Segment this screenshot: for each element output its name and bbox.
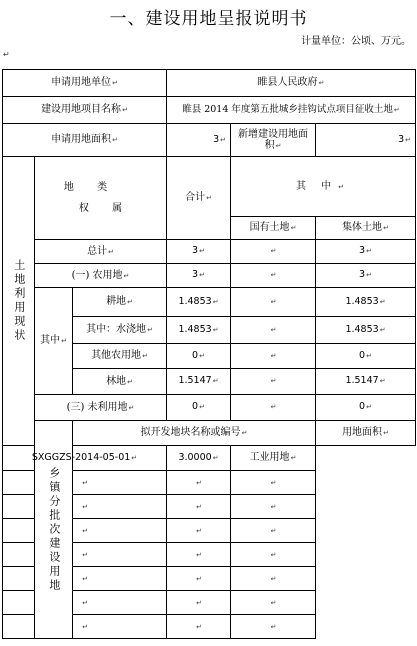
batch-use-cell (231, 495, 316, 519)
paragraph-mark: ↵ (290, 224, 297, 233)
unused-label-cell (35, 395, 167, 421)
paragraph-mark: ↵ (212, 453, 219, 462)
paragraph-mark: ↵ (379, 297, 386, 306)
total-sum-cell (167, 240, 231, 264)
arable-label-cell (73, 288, 167, 317)
corner-line-1: 地 类 (63, 181, 118, 193)
area-value: 3 (213, 133, 220, 145)
paragraph-mark: ↵ (61, 337, 67, 346)
batch-use-cell (231, 519, 316, 543)
batch-col-name: 拟开发地块名称或编号 (140, 427, 241, 439)
total-label-cell (167, 157, 231, 240)
agri-state-cell (231, 264, 316, 288)
arable-state-cell (231, 288, 316, 317)
paragraph-mark: ↵ (270, 247, 277, 256)
paragraph-mark: ↵ (220, 135, 226, 144)
among-label: 其 中 (295, 180, 338, 192)
paragraph-mark: ↵ (196, 550, 202, 559)
agri-row (3, 264, 416, 288)
arable-collective: 1.4853 (345, 295, 379, 307)
paragraph-mark: ↵ (196, 598, 202, 607)
corner-line-2: 权 属 (78, 203, 133, 214)
paragraph-mark: ↵ (366, 271, 372, 280)
batch-row (3, 543, 416, 567)
unused-sum: 0 (192, 401, 199, 413)
arable-sum: 1.4853 (178, 295, 212, 307)
arable-collective-cell (316, 288, 416, 317)
paragraph-mark: ↵ (112, 79, 118, 88)
total-row-label-cell (35, 240, 167, 264)
batch-area-cell (167, 446, 231, 471)
agri-collective-cell (316, 264, 416, 288)
arable-row (3, 288, 416, 317)
forest-collective-cell (316, 369, 416, 395)
batch-area-cell (167, 519, 231, 543)
paragraph-mark: ↵ (122, 106, 128, 115)
area-value-cell (167, 124, 231, 157)
total-sum: 3 (192, 245, 199, 257)
batch-name-cell (3, 591, 167, 615)
project-label-cell (3, 97, 167, 124)
paragraph-mark: ↵ (199, 271, 205, 280)
batch-row (3, 567, 416, 591)
paragraph-mark: ↵ (142, 352, 148, 361)
paragraph-mark: ↵ (270, 598, 277, 607)
paragraph-mark: ↵ (393, 105, 400, 114)
arable-sum-cell (167, 288, 231, 317)
irrigated-state-cell (231, 317, 316, 344)
new-area-label-cell (231, 124, 316, 157)
batch-row (3, 591, 416, 615)
total-state-cell (231, 240, 316, 264)
paragraph-mark: ↵ (212, 377, 219, 386)
paragraph-mark: ↵ (212, 325, 219, 334)
batch-col-area: 用地面积 (342, 427, 383, 439)
batch-row (3, 446, 416, 471)
unused-collective: 0 (359, 401, 366, 413)
total-row (3, 240, 416, 264)
status-corner-cell (35, 157, 167, 240)
unused-sum-cell (167, 395, 231, 421)
paragraph-mark: ↵ (270, 526, 277, 535)
batch-use-cell (231, 446, 316, 471)
paragraph-mark: ↵ (275, 142, 282, 150)
land-report-table (2, 69, 416, 639)
forest-label-cell (73, 369, 167, 395)
other-agri-label-cell (73, 344, 167, 369)
area-row (3, 124, 416, 157)
new-area-label: 新增建设用地面积 (238, 128, 308, 151)
other-agri-collective: 0 (359, 349, 366, 361)
paragraph-mark: ↵ (383, 224, 389, 233)
paragraph-mark: ↵ (383, 429, 389, 438)
area-label: 申请用地面积 (51, 134, 112, 146)
collective-label-cell (316, 217, 416, 240)
batch-use-cell (231, 615, 316, 639)
paragraph-mark: ↵ (206, 194, 212, 203)
irrigated-label-cell (73, 317, 167, 344)
batch-use-cell (231, 591, 316, 615)
paragraph-mark: ↵ (270, 502, 277, 511)
agri-sum-cell (167, 264, 231, 288)
arable-label: 耕地 (106, 296, 127, 308)
forest-sum: 1.5147 (178, 375, 212, 387)
forest-collective: 1.5147 (345, 375, 379, 387)
irrigated-sum-cell (167, 317, 231, 344)
paragraph-mark: ↵ (82, 526, 88, 535)
batch-use-cell (231, 471, 316, 495)
among-label-cell (231, 157, 416, 217)
status-side-label: 土地利用现状 (3, 157, 35, 446)
batch-area-cell (167, 495, 231, 519)
paragraph-mark: ↵ (196, 478, 202, 487)
forest-sum-cell (167, 369, 231, 395)
paragraph-mark: ↵ (270, 351, 277, 360)
other-agri-label: 其他农用地 (91, 350, 142, 362)
paragraph-mark: ↵ (270, 297, 277, 306)
batch-row (3, 519, 416, 543)
page-title: 一、建设用地呈报说明书 (109, 9, 308, 29)
irrigated-collective-cell (316, 317, 416, 344)
paragraph-mark: ↵ (318, 79, 325, 88)
paragraph-mark: ↵ (270, 550, 277, 559)
unused-row (3, 395, 416, 421)
paragraph-mark: ↵ (241, 429, 248, 438)
paragraph-mark: ↵ (196, 526, 202, 535)
batch-name-cell (3, 615, 167, 639)
paragraph-mark: ↵ (199, 351, 205, 360)
batch-use-cell (231, 543, 316, 567)
paragraph-mark: ↵ (270, 377, 277, 386)
collective-label: 集体土地 (342, 222, 383, 234)
total-row-label: 总计 (87, 245, 108, 257)
agri-collective: 3 (359, 269, 366, 281)
paragraph-mark: ↵ (338, 182, 351, 191)
paragraph-mark: ↵ (127, 298, 133, 307)
paragraph-mark: ↵ (82, 598, 88, 607)
batch-row (3, 471, 416, 495)
project-value: 睢县 2014 年度第五批城乡挂钩试点项目征收土地 (182, 103, 393, 115)
batch-use-cell (231, 567, 316, 591)
paragraph-mark: ↵ (147, 326, 153, 335)
paragraph-mark: ↵ (82, 622, 88, 631)
paragraph-mark: ↵ (270, 271, 277, 280)
batch-use: 工业用地 (249, 452, 290, 464)
paragraph-mark: ↵ (270, 325, 277, 334)
batch-area: 3.0000 (178, 451, 212, 463)
state-label-cell (231, 217, 316, 240)
paragraph-mark: ↵ (270, 622, 277, 631)
paragraph-mark: ↵ (196, 574, 202, 583)
paragraph-mark: ↵ (290, 454, 297, 463)
state-label: 国有土地 (249, 222, 290, 234)
forest-state-cell (231, 369, 316, 395)
batch-col-name-cell (73, 421, 316, 446)
batch-name-cell (3, 543, 167, 567)
paragraph-mark: ↵ (196, 502, 202, 511)
paragraph-mark: ↵ (82, 574, 88, 583)
paragraph-mark: ↵ (366, 403, 372, 412)
unused-label: (三) 未利用地 (66, 401, 128, 413)
paragraph-mark: ↵ (3, 50, 10, 59)
applicant-row (3, 70, 416, 97)
unit-label: 计量单位：公顷、万元。 (301, 36, 411, 47)
total-collective: 3 (359, 245, 366, 257)
applicant-label-cell (3, 70, 167, 97)
total-label: 合计 (185, 192, 206, 204)
batch-area-cell (167, 591, 231, 615)
applicant-label: 申请用地单位 (51, 77, 112, 89)
agri-label: (一) 农用地 (71, 269, 123, 281)
batch-name: SXGGZS-2014-05-01 (31, 451, 131, 463)
paragraph-mark: ↵ (270, 574, 277, 583)
paragraph-mark: ↵ (199, 247, 205, 256)
batch-area-cell (167, 615, 231, 639)
paragraph-mark: ↵ (270, 478, 277, 487)
batch-header-row (3, 421, 416, 446)
batch-name-cell (3, 519, 167, 543)
batch-name-cell (3, 471, 167, 495)
among-short-cell (35, 288, 73, 395)
forest-label: 林地 (106, 375, 127, 387)
batch-col-area-cell (316, 421, 416, 446)
paragraph-mark: ↵ (123, 271, 130, 280)
paragraph-mark: ↵ (212, 297, 219, 306)
paragraph-mark: ↵ (196, 622, 202, 631)
applicant-value-cell (167, 70, 416, 97)
project-row (3, 97, 416, 124)
irrigated-sum: 1.4853 (178, 323, 212, 335)
paragraph-mark: ↵ (127, 377, 133, 386)
applicant-value: 睢县人民政府 (257, 77, 318, 89)
agri-label-cell (35, 264, 167, 288)
unused-collective-cell (316, 395, 416, 421)
irrigated-label: 其中：水浇地 (86, 324, 147, 336)
new-area-value-cell (316, 124, 416, 157)
paragraph-mark: ↵ (379, 325, 386, 334)
batch-row (3, 495, 416, 519)
paragraph-mark: ↵ (405, 135, 411, 144)
batch-name-cell (3, 446, 167, 471)
project-label: 建设用地项目名称 (41, 104, 122, 116)
agri-sum: 3 (192, 269, 199, 281)
other-agri-state-cell (231, 344, 316, 369)
paragraph-mark: ↵ (112, 136, 118, 145)
other-agri-sum-cell (167, 344, 231, 369)
batch-area-cell (167, 471, 231, 495)
other-agri-collective-cell (316, 344, 416, 369)
batch-area-cell (167, 567, 231, 591)
paragraph-mark: ↵ (366, 351, 372, 360)
new-area-value: 3 (398, 133, 405, 145)
batch-area-cell (167, 543, 231, 567)
total-collective-cell (316, 240, 416, 264)
project-value-cell (167, 97, 416, 124)
area-label-cell (3, 124, 167, 157)
paragraph-mark: ↵ (131, 453, 138, 462)
batch-side-label: 乡镇分批次建设用地 (35, 421, 73, 639)
paragraph-mark: ↵ (82, 502, 88, 511)
other-agri-sum: 0 (192, 349, 199, 361)
among-short-label: 其中 (40, 335, 61, 347)
paragraph-mark: ↵ (108, 247, 114, 256)
paragraph-mark: ↵ (128, 403, 135, 412)
unused-state-cell (231, 395, 316, 421)
paragraph-mark: ↵ (82, 478, 88, 487)
batch-name-cell (3, 567, 167, 591)
batch-name-cell (3, 495, 167, 519)
paragraph-mark: ↵ (270, 403, 277, 412)
batch-row (3, 615, 416, 639)
paragraph-mark: ↵ (379, 377, 386, 386)
paragraph-mark: ↵ (199, 403, 205, 412)
paragraph-mark: ↵ (82, 550, 88, 559)
paragraph-mark: ↵ (366, 247, 372, 256)
status-header-row (3, 157, 416, 217)
irrigated-collective: 1.4853 (345, 323, 379, 335)
